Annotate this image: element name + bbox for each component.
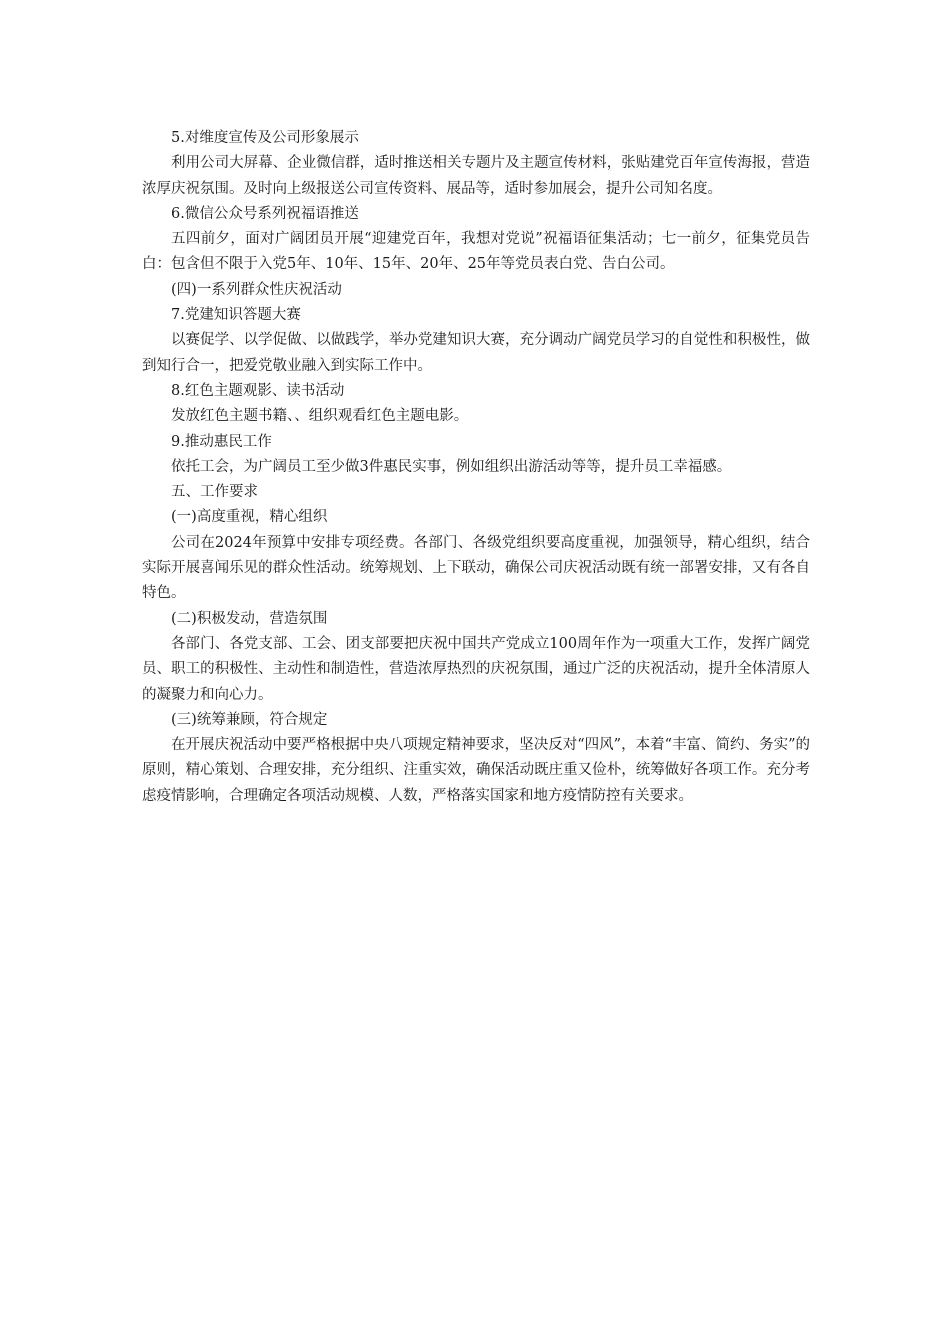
section-heading-work-requirements: 五、工作要求 (171, 484, 258, 501)
paragraph-9-body: 依托工会，为广阔员工至少做3件惠民实事，例如组织出游活动等等，提升员工幸福感。 (171, 458, 732, 475)
section-heading-5: 5.对维度宣传及公司形象展示 (171, 130, 359, 146)
document-body (142, 126, 810, 809)
section-heading-8: 8.红色主题观影、读书活动 (171, 382, 345, 399)
paragraph-8-body: 发放红色主题书籍、、组织观看红色主题电影。 (171, 408, 469, 425)
subsection-heading-3: (三)统筹兼顾，符合规定 (171, 711, 328, 728)
section-heading-7: 7.党建知识答题大赛 (171, 307, 301, 324)
section-heading-6: 6.微信公众号系列祝福语推送 (171, 205, 359, 222)
section-heading-9: 9.推动惠民工作 (171, 433, 272, 450)
paragraph-6-body: 五四前夕，面对广阔团员开展“迎建党百年，我想对党说”祝福语征集活动；七一前夕，征集党员告白：包含但不限于入党5年、10年、15年、20年、25年等党员表白党、告白公司。 (142, 231, 810, 273)
subsection-1-body: 公司在2024年预算中安排专项经费。各部门、各级党组织要高度重视，加强领导，精心组织，结合实际开展喜闻乐见的群众性活动。统筹规划、上下联动，确保公司庆祝活动既有统一部署安排，又有各自特色。 (142, 534, 810, 602)
subsection-heading-2: (二)积极发动，营造氛围 (171, 610, 328, 627)
subsection-2-body: 各部门、各党支部、工会、团支部要把庆祝中国共产党成立100周年作为一项重大工作，发挥广阔党员、职工的积极性、主动性和制造性，营造浓厚热烈的庆祝氛围，通过广泛的庆祝活动，提升全体清原人的凝聚力和向心力。 (142, 635, 810, 703)
subsection-3-body: 在开展庆祝活动中要严格根据中央八项规定精神要求，坚决反对“四风”，本着“丰富、简约、务实”的原则，精心策划、合理安排，充分组织、注重实效，确保活动既庄重又俭朴，统筹做好各项工作。充分考虑疫情影响，合理确定各项活动规模、人数，严格落实国家和地方疫情防控有关要求。 (142, 737, 810, 804)
paragraph-7-body: 以赛促学、以学促做、以做践学，举办党建知识大赛，充分调动广阔党员学习的自觉性和积极性，做到知行合一，把爱党敬业融入到实际工作中。 (142, 332, 810, 374)
section-heading-4-subsection: (四)一系列群众性庆祝活动 (171, 281, 342, 298)
subsection-heading-1: (一)高度重视，精心组织 (171, 509, 328, 526)
paragraph-5-body: 利用公司大屏幕、企业微信群，适时推送相关专题片及主题宣传材料，张贴建党百年宣传海报，营造浓厚庆祝氛围。及时向上级报送公司宣传资料、展品等，适时参加展会，提升公司知名度。 (142, 155, 810, 197)
